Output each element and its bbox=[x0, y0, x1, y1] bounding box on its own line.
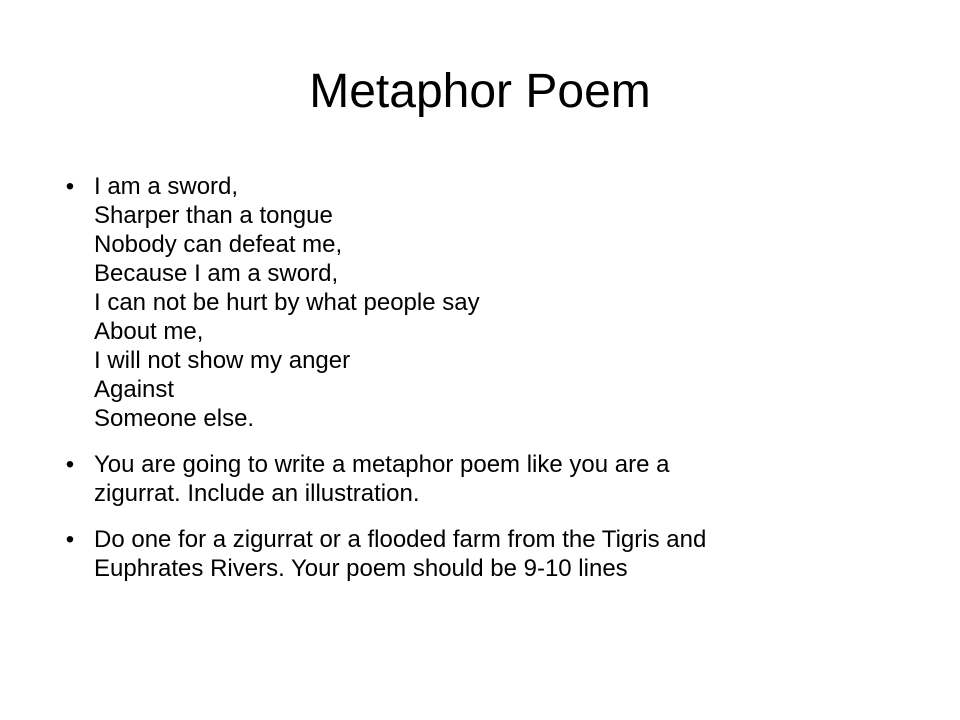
instruction-line: You are going to write a metaphor poem like you are a bbox=[94, 451, 670, 478]
poem-line: Sharper than a tongue bbox=[94, 202, 333, 229]
poem-line: I can not be hurt by what people say bbox=[94, 289, 480, 316]
bullet-dot-icon: • bbox=[65, 173, 75, 200]
poem-line: Because I am a sword, bbox=[94, 260, 339, 287]
slide-title: Metaphor Poem bbox=[309, 65, 651, 118]
bullet-list bbox=[60, 172, 880, 600]
poem-line: Against bbox=[94, 376, 175, 403]
bullet-instruction-2 bbox=[60, 525, 880, 583]
bullet-poem bbox=[60, 172, 880, 433]
poem-line: Someone else. bbox=[94, 405, 255, 432]
instruction-line: zigurrat. Include an illustration. bbox=[94, 480, 420, 507]
poem-line: I will not show my anger bbox=[94, 347, 351, 374]
bullet-dot-icon: • bbox=[65, 451, 75, 478]
poem-line: Nobody can defeat me, bbox=[94, 231, 343, 258]
bullet-instruction-1 bbox=[60, 450, 880, 508]
instruction-line: Do one for a zigurrat or a flooded farm from the Tigris and bbox=[94, 526, 707, 553]
poem-line: I am a sword, bbox=[94, 173, 239, 200]
bullet-dot-icon: • bbox=[65, 526, 75, 553]
poem-line: About me, bbox=[94, 318, 204, 345]
instruction-line: Euphrates Rivers. Your poem should be 9-10 lines bbox=[94, 555, 628, 582]
